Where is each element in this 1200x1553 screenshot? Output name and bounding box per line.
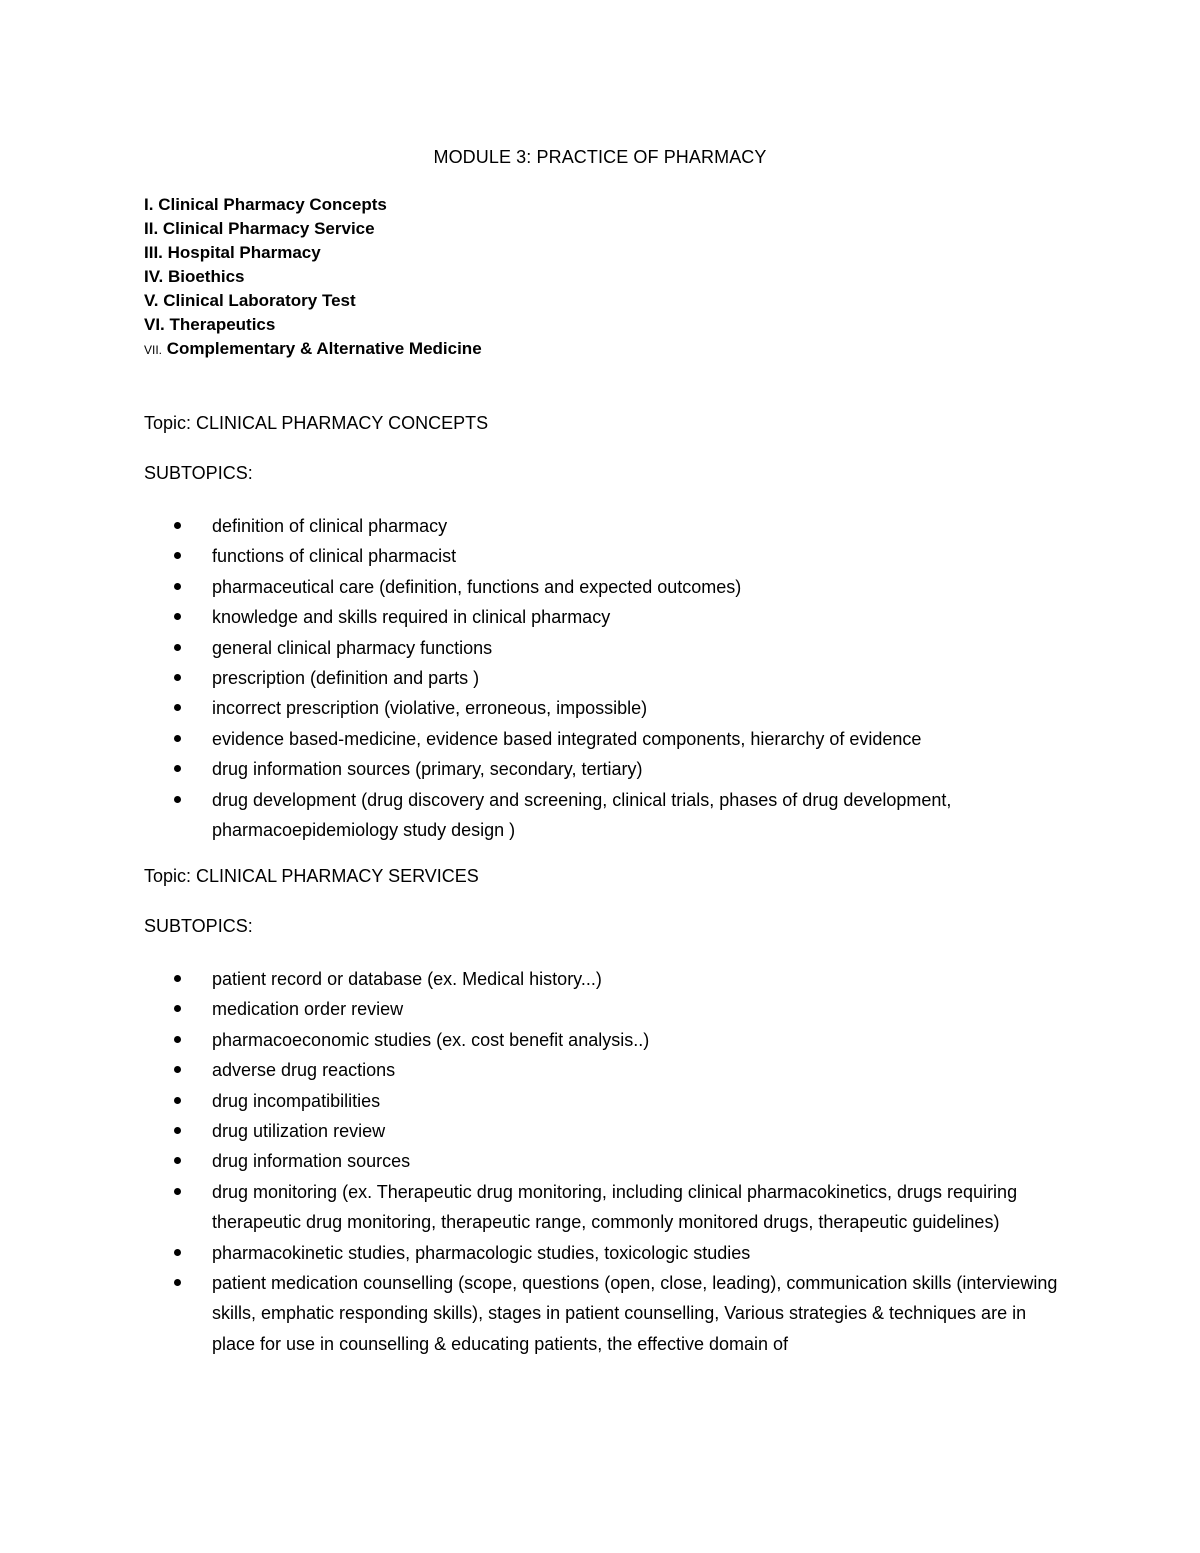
topic-heading: [144, 864, 1064, 888]
toc-item: [144, 313, 482, 337]
table-of-contents: [144, 193, 482, 361]
toc-label: Clinical Pharmacy Concepts: [158, 195, 387, 214]
topic-name: CLINICAL PHARMACY CONCEPTS: [196, 413, 489, 433]
list-item: evidence based-medicine, evidence based integrated components, hierarchy of evidence: [144, 724, 1064, 754]
toc-label: Bioethics: [167, 267, 245, 286]
list-item: drug incompatibilities: [144, 1086, 1064, 1116]
toc-number: I.: [144, 195, 154, 214]
list-item: patient medication counselling (scope, questions (open, close, leading), communication skills (interviewing skills, emphatic responding skills), stages in patient counselling, Various strategies & techniques are in place for use in counselling & educating patients, the effective domain of: [144, 1268, 1064, 1359]
bullet-icon: [174, 644, 181, 651]
list-item: drug development (drug discovery and screening, clinical trials, phases of drug development, pharmacoepidemiology study design ): [144, 785, 1064, 846]
toc-number: IV.: [144, 267, 164, 286]
list-item: drug information sources (primary, secondary, tertiary): [144, 754, 1064, 784]
list-item: drug utilization review: [144, 1116, 1064, 1146]
bullet-icon: [174, 1066, 181, 1073]
subtopics-label: SUBTOPICS:: [144, 463, 253, 483]
list-item: general clinical pharmacy functions: [144, 633, 1064, 663]
bullet-icon: [174, 1188, 181, 1195]
bullet-icon: [174, 1279, 181, 1286]
bullet-icon: [174, 674, 181, 681]
bullet-icon: [174, 613, 181, 620]
toc-item: [144, 241, 482, 265]
bullet-icon: [174, 704, 181, 711]
list-item: pharmacoeconomic studies (ex. cost benefit analysis..): [144, 1025, 1064, 1055]
list-item: incorrect prescription (violative, erroneous, impossible): [144, 693, 1064, 723]
topic-section-clinical-pharmacy-concepts: [144, 411, 1064, 845]
bullet-icon: [174, 1127, 181, 1134]
list-item: medication order review: [144, 994, 1064, 1024]
bullet-icon: [174, 1005, 181, 1012]
toc-item: [144, 289, 482, 313]
toc-label: Complementary & Alternative Medicine: [166, 339, 482, 358]
toc-number: VII.: [144, 343, 163, 357]
bullet-icon: [174, 765, 181, 772]
list-item: adverse drug reactions: [144, 1055, 1064, 1085]
toc-item: [144, 337, 482, 361]
toc-label: Clinical Laboratory Test: [163, 291, 356, 310]
document-title: MODULE 3: PRACTICE OF PHARMACY: [433, 147, 767, 167]
bullet-icon: [174, 522, 181, 529]
topic-heading: [144, 411, 1064, 435]
list-item: drug information sources: [144, 1146, 1064, 1176]
list-item: knowledge and skills required in clinical pharmacy: [144, 602, 1064, 632]
toc-number: VI.: [144, 315, 165, 334]
subtopics-label: SUBTOPICS:: [144, 916, 253, 936]
toc-number: III.: [144, 243, 163, 262]
toc-number: II.: [144, 219, 159, 238]
toc-label: Therapeutics: [169, 315, 276, 334]
list-item: pharmaceutical care (definition, functions and expected outcomes): [144, 572, 1064, 602]
topic-prefix: Topic:: [144, 866, 192, 886]
bullet-icon: [174, 1097, 181, 1104]
subtopics-list: [144, 964, 1064, 1359]
topic-prefix: Topic:: [144, 413, 192, 433]
toc-label: Clinical Pharmacy Service: [162, 219, 375, 238]
list-item: definition of clinical pharmacy: [144, 511, 1064, 541]
toc-item: [144, 265, 482, 289]
toc-label: Hospital Pharmacy: [167, 243, 321, 262]
toc-item: [144, 217, 482, 241]
toc-number: V.: [144, 291, 159, 310]
bullet-icon: [174, 1036, 181, 1043]
bullet-icon: [174, 552, 181, 559]
bullet-icon: [174, 735, 181, 742]
subtopics-list: [144, 511, 1064, 845]
list-item: pharmacokinetic studies, pharmacologic studies, toxicologic studies: [144, 1238, 1064, 1268]
bullet-icon: [174, 796, 181, 803]
toc-item: [144, 193, 482, 217]
list-item: functions of clinical pharmacist: [144, 541, 1064, 571]
list-item: patient record or database (ex. Medical history...): [144, 964, 1064, 994]
bullet-icon: [174, 583, 181, 590]
list-item: prescription (definition and parts ): [144, 663, 1064, 693]
bullet-icon: [174, 1249, 181, 1256]
list-item: drug monitoring (ex. Therapeutic drug monitoring, including clinical pharmacokinetics, drugs requiring therapeutic drug monitoring, therapeutic range, commonly monitored drugs, therapeutic guidelines): [144, 1177, 1064, 1238]
bullet-icon: [174, 1157, 181, 1164]
topic-name: CLINICAL PHARMACY SERVICES: [196, 866, 479, 886]
bullet-icon: [174, 975, 181, 982]
topic-section-clinical-pharmacy-services: [144, 864, 1064, 1359]
